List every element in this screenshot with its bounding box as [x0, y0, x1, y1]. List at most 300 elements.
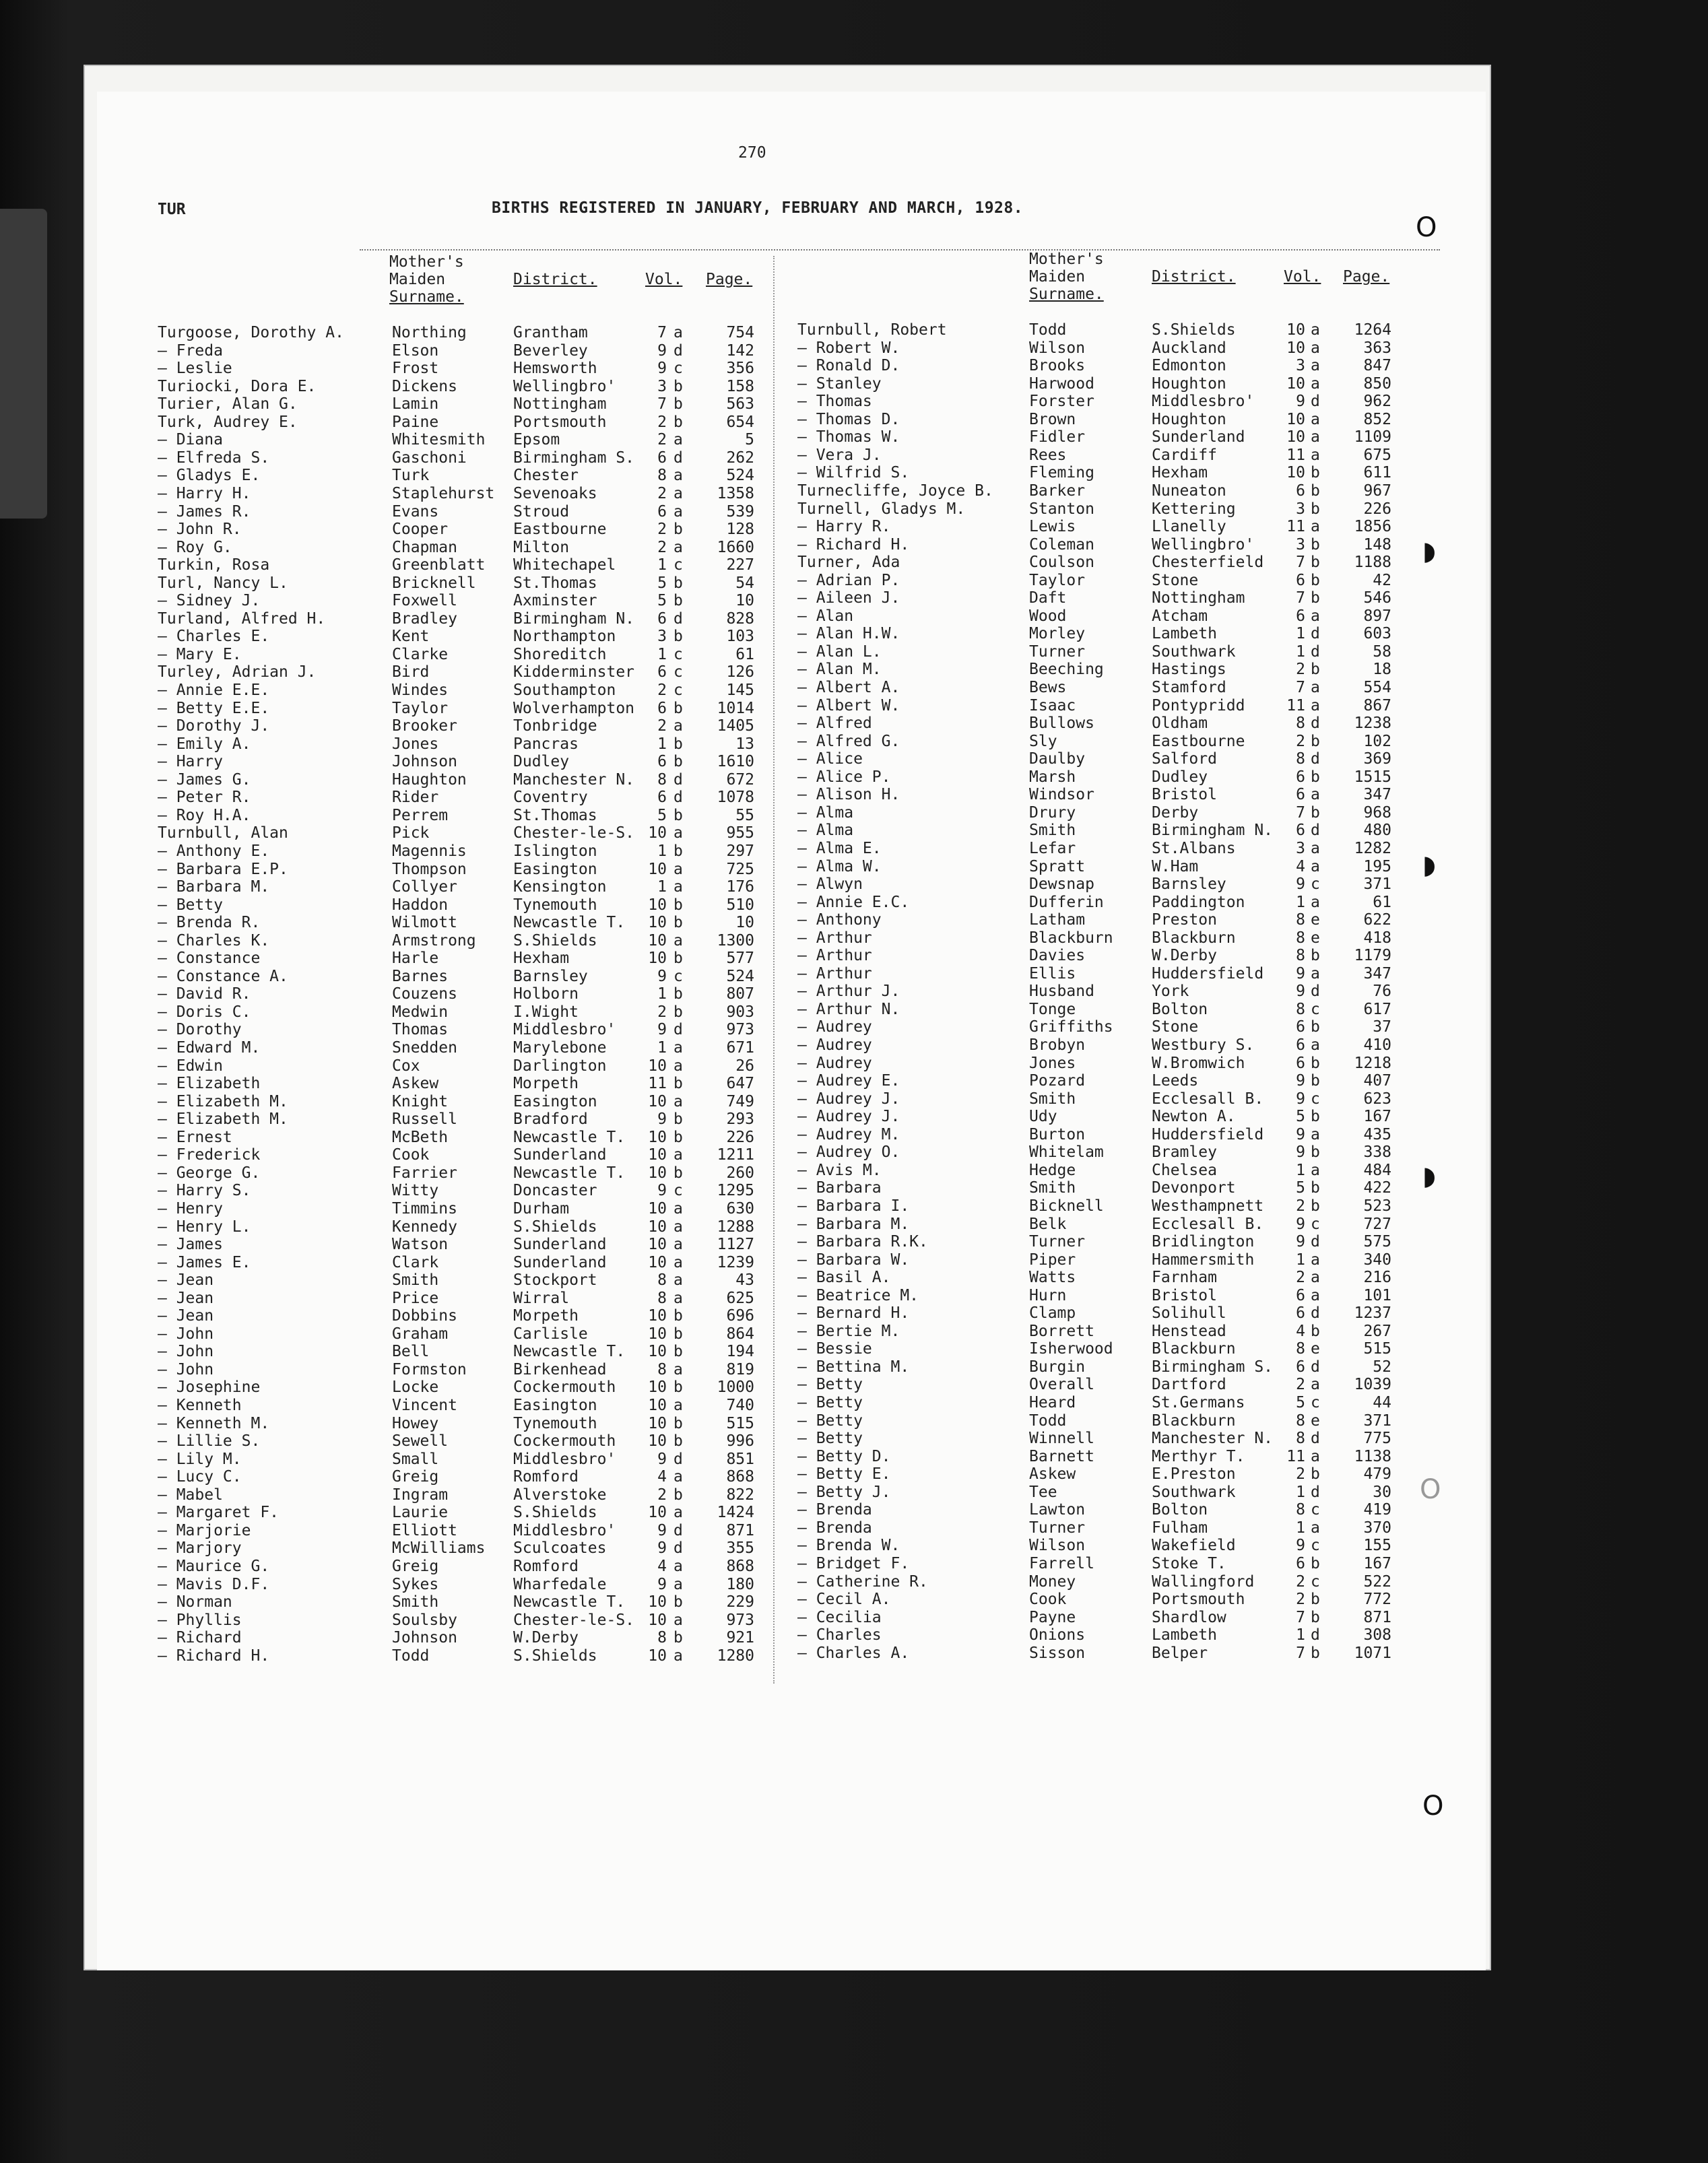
volume-letter: a — [674, 1611, 683, 1629]
child-name: — Dorothy J. — [158, 717, 270, 735]
page-reference: 775 — [1363, 1430, 1391, 1448]
volume-number: 2 — [1296, 732, 1305, 750]
page-reference: 1295 — [717, 1182, 754, 1200]
registration-district: Southwark — [1152, 642, 1236, 661]
registration-district: Stoke T. — [1152, 1554, 1226, 1572]
volume-letter: b — [1311, 947, 1320, 965]
volume-number: 8 — [657, 1289, 667, 1307]
volume-letter: c — [1311, 1572, 1320, 1591]
volume-letter: d — [1311, 625, 1320, 643]
mother-maiden-surname: Smith — [392, 1271, 439, 1290]
child-name: — Alma — [797, 803, 854, 822]
volume-number: 9 — [1296, 964, 1305, 983]
child-name: — Audrey J. — [797, 1090, 900, 1108]
child-name: — Arthur — [797, 929, 872, 947]
registration-district: Henstead — [1152, 1322, 1226, 1340]
child-name: — Alma E. — [797, 839, 882, 857]
volume-letter: b — [1311, 1179, 1320, 1197]
page-reference: 5 — [745, 431, 754, 449]
registration-district: Atcham — [1152, 607, 1208, 625]
mother-maiden-surname: Bricknell — [392, 574, 476, 592]
mother-maiden-surname: Fidler — [1029, 428, 1086, 446]
registration-district: Sunderland — [513, 1146, 607, 1164]
volume-number: 1 — [1296, 1161, 1305, 1179]
registration-district: Bridlington — [1152, 1233, 1255, 1251]
volume-letter: b — [1311, 1465, 1320, 1484]
volume-letter: b — [1311, 661, 1320, 679]
mother-maiden-surname: Barnes — [392, 967, 449, 985]
vol-header-right: Vol. — [1284, 268, 1321, 286]
mother-maiden-surname: Isaac — [1029, 696, 1076, 714]
mother-maiden-surname: Heard — [1029, 1394, 1076, 1411]
page-reference: 524 — [726, 467, 754, 485]
page-reference: 740 — [726, 1397, 754, 1414]
registration-district: Tynemouth — [513, 896, 597, 914]
mother-maiden-surname: Harle — [392, 950, 439, 968]
maiden-header-right — [1029, 251, 1104, 303]
child-name: — Edwin — [158, 1057, 223, 1075]
registration-district: Grantham — [513, 324, 588, 341]
registration-district: Pancras — [513, 735, 579, 753]
page-reference: 623 — [1363, 1090, 1391, 1108]
volume-number: 1 — [1296, 1483, 1305, 1501]
page-reference: 973 — [726, 1611, 754, 1629]
child-name: — Mavis D.F. — [158, 1575, 270, 1593]
page-reference: 962 — [1363, 393, 1391, 411]
mother-maiden-surname: Barker — [1029, 481, 1086, 500]
mother-maiden-surname: McBeth — [392, 1128, 449, 1146]
volume-number: 9 — [657, 360, 667, 378]
page-reference: 227 — [726, 556, 754, 574]
registration-district: Preston — [1152, 911, 1217, 929]
punch-hole-icon: ◗ — [1422, 536, 1437, 566]
registration-district: Coventry — [513, 789, 588, 807]
child-name: — Ronald D. — [797, 357, 900, 375]
page-reference: 76 — [1373, 983, 1391, 1001]
volume-number: 1 — [1296, 1626, 1305, 1644]
district-header-right: District. — [1152, 268, 1236, 286]
mother-maiden-surname: Wilmott — [392, 914, 457, 932]
page-reference: 61 — [1373, 893, 1391, 911]
mother-maiden-surname: Watson — [392, 1236, 449, 1254]
registration-district: Stockport — [513, 1271, 597, 1290]
page-reference: 158 — [726, 377, 754, 395]
volume-letter: b — [1311, 481, 1320, 500]
mother-maiden-surname: Udy — [1029, 1108, 1057, 1126]
child-name: — Catherine R. — [797, 1572, 928, 1591]
volume-number: 2 — [657, 484, 667, 502]
registration-district: St.Thomas — [513, 574, 597, 592]
page-reference: 1660 — [717, 538, 754, 556]
child-name: Turnell, Gladys M. — [797, 500, 966, 518]
volume-number: 1 — [1296, 1519, 1305, 1537]
volume-number: 10 — [648, 1414, 667, 1432]
child-name: — Bessie — [797, 1340, 872, 1358]
mother-maiden-surname: Askew — [1029, 1465, 1076, 1484]
volume-number: 1 — [657, 735, 667, 753]
volume-number: 8 — [1296, 1000, 1305, 1018]
page-reference: 226 — [1363, 500, 1391, 518]
registration-district: Axminster — [513, 592, 597, 610]
registration-district: Solihull — [1152, 1304, 1226, 1323]
page-reference: 554 — [1363, 679, 1391, 696]
volume-letter: b — [1311, 1072, 1320, 1090]
page-reference: 167 — [1363, 1554, 1391, 1572]
volume-number: 9 — [657, 1539, 667, 1558]
volume-number: 6 — [657, 699, 667, 717]
volume-letter: a — [1311, 1447, 1320, 1465]
volume-letter: a — [674, 931, 683, 950]
child-name: — Audrey E. — [797, 1072, 900, 1090]
volume-letter: a — [674, 1199, 683, 1218]
registration-district: Oldham — [1152, 714, 1208, 733]
volume-number: 9 — [1296, 1537, 1305, 1555]
volume-number: 1 — [1296, 625, 1305, 643]
page-reference: 515 — [726, 1414, 754, 1432]
volume-letter: b — [674, 413, 683, 431]
volume-letter: d — [1311, 1358, 1320, 1376]
volume-number: 7 — [1296, 803, 1305, 822]
mother-maiden-surname: Jones — [392, 735, 439, 753]
child-name: — Richard — [158, 1629, 242, 1647]
child-name: — Mabel — [158, 1486, 223, 1504]
volume-letter: a — [1311, 1251, 1320, 1269]
registration-district: Bolton — [1152, 1000, 1208, 1018]
page-reference: 262 — [726, 448, 754, 467]
mother-maiden-surname: Taylor — [1029, 571, 1086, 589]
registration-district: Hemsworth — [513, 360, 597, 378]
volume-letter: d — [1311, 1483, 1320, 1501]
child-name: — Norman — [158, 1593, 232, 1611]
page-reference: 148 — [1363, 535, 1391, 554]
page-reference: 822 — [726, 1486, 754, 1504]
child-name: Turnbull, Robert — [797, 321, 947, 339]
page-reference: 1188 — [1354, 554, 1391, 572]
volume-letter: d — [674, 789, 683, 807]
mother-maiden-surname: Onions — [1029, 1626, 1086, 1644]
volume-number: 8 — [1296, 714, 1305, 733]
child-name: — Cecilia — [797, 1608, 882, 1626]
page-reference: 10 — [735, 914, 754, 932]
registration-district: Salford — [1152, 750, 1217, 768]
volume-number: 8 — [657, 1629, 667, 1647]
volume-letter: b — [1311, 803, 1320, 822]
mother-maiden-surname: Brooks — [1029, 357, 1086, 375]
volume-number: 2 — [1296, 661, 1305, 679]
registration-district: Newcastle T. — [513, 1164, 626, 1182]
mother-maiden-surname: Cox — [392, 1057, 420, 1075]
volume-letter: b — [674, 1414, 683, 1432]
volume-letter: b — [674, 395, 683, 413]
page-reference: 867 — [1363, 696, 1391, 714]
page-reference: 819 — [726, 1360, 754, 1378]
page-reference: 10 — [735, 592, 754, 610]
registration-district: Chesterfield — [1152, 554, 1264, 572]
child-name: — Harry S. — [158, 1182, 251, 1200]
registration-district: Pontypridd — [1152, 696, 1245, 714]
volume-letter: a — [1311, 410, 1320, 428]
registration-district: Chester-le-S. — [513, 824, 635, 842]
volume-letter: d — [1311, 1626, 1320, 1644]
mother-maiden-surname: Clark — [392, 1253, 439, 1271]
volume-letter: b — [674, 1432, 683, 1451]
volume-number: 2 — [657, 431, 667, 449]
volume-letter: b — [1311, 1644, 1320, 1662]
registration-district: Bristol — [1152, 1286, 1217, 1304]
registration-district: Huddersfield — [1152, 964, 1264, 983]
volume-number: 7 — [657, 324, 667, 341]
registration-district: Whitechapel — [513, 556, 616, 574]
child-name: — John — [158, 1343, 214, 1361]
mother-maiden-surname: Formston — [392, 1360, 467, 1378]
registration-district: W.Derby — [513, 1629, 579, 1647]
volume-letter: a — [674, 1039, 683, 1057]
mother-maiden-surname: Thompson — [392, 860, 467, 878]
column-divider — [773, 256, 775, 1684]
registration-district: Middlesbro' — [513, 1021, 616, 1039]
volume-letter: d — [1311, 1233, 1320, 1251]
registration-district: S.Shields — [513, 1646, 597, 1665]
volume-letter: a — [674, 484, 683, 502]
volume-number: 10 — [648, 1146, 667, 1164]
volume-number: 9 — [657, 1182, 667, 1200]
volume-letter: d — [1311, 642, 1320, 661]
volume-number: 9 — [657, 1450, 667, 1468]
volume-number: 7 — [1296, 1644, 1305, 1662]
registration-district: Durham — [513, 1199, 570, 1218]
child-name: — Arthur — [797, 947, 872, 965]
registration-district: Westbury S. — [1152, 1036, 1255, 1054]
registration-district: Newton A. — [1152, 1108, 1236, 1126]
volume-number: 2 — [657, 413, 667, 431]
volume-number: 9 — [1296, 983, 1305, 1001]
page-reference: 145 — [726, 681, 754, 699]
registration-district: St.Germans — [1152, 1394, 1245, 1411]
volume-letter: d — [674, 341, 683, 360]
page-reference: 1179 — [1354, 947, 1391, 965]
page-reference: 58 — [1373, 642, 1391, 661]
mother-maiden-surname: Husband — [1029, 983, 1094, 1001]
volume-letter: b — [1311, 1054, 1320, 1072]
child-name: — Lily M. — [158, 1450, 242, 1468]
mother-maiden-surname: Gaschoni — [392, 448, 467, 467]
child-name: — Audrey — [797, 1018, 872, 1036]
child-name: — Edward M. — [158, 1039, 261, 1057]
page-reference: 968 — [1363, 803, 1391, 822]
registration-district: Birmingham N. — [1152, 822, 1274, 840]
volume-letter: a — [674, 324, 683, 341]
page-reference: 1071 — [1354, 1644, 1391, 1662]
punch-hole-icon: ◗ — [1422, 1161, 1437, 1191]
maiden-header-line: Mother's — [389, 253, 464, 271]
page-reference: 1078 — [717, 789, 754, 807]
registration-district: W.Bromwich — [1152, 1054, 1245, 1072]
mother-maiden-surname: Medwin — [392, 1003, 449, 1021]
page-reference: 55 — [735, 806, 754, 824]
mother-maiden-surname: Davies — [1029, 947, 1086, 965]
mother-maiden-surname: Wood — [1029, 607, 1067, 625]
volume-letter: a — [674, 431, 683, 449]
child-name: — Arthur N. — [797, 1000, 900, 1018]
volume-number: 8 — [1296, 929, 1305, 947]
mother-maiden-surname: Belk — [1029, 1215, 1067, 1233]
page-reference: 523 — [1363, 1197, 1391, 1215]
page-reference: 479 — [1363, 1465, 1391, 1484]
volume-letter: a — [674, 824, 683, 842]
child-name: — Alice — [797, 750, 863, 768]
child-name: — Avis M. — [797, 1161, 882, 1179]
volume-number: 6 — [1296, 1036, 1305, 1054]
registration-district: Lambeth — [1152, 625, 1217, 643]
child-name: — Dorothy — [158, 1021, 242, 1039]
child-name: — Phyllis — [158, 1611, 242, 1629]
volume-number: 5 — [1296, 1108, 1305, 1126]
mother-maiden-surname: Staplehurst — [392, 484, 495, 502]
mother-maiden-surname: Johnson — [392, 1629, 457, 1647]
page-header-left: Page. — [706, 271, 753, 288]
child-name: — Henry — [158, 1199, 223, 1218]
child-name: — Harry — [158, 753, 223, 771]
mother-maiden-surname: Morley — [1029, 625, 1086, 643]
mother-maiden-surname: Marsh — [1029, 768, 1076, 786]
volume-number: 10 — [1286, 339, 1305, 357]
volume-letter: a — [674, 1271, 683, 1290]
mother-maiden-surname: Smith — [1029, 1179, 1076, 1197]
child-name: — Mary E. — [158, 645, 242, 663]
registration-district: Stamford — [1152, 679, 1226, 696]
child-name: — Thomas — [797, 393, 872, 411]
page-reference: 363 — [1363, 339, 1391, 357]
volume-letter: b — [674, 1378, 683, 1397]
page-reference: 1138 — [1354, 1447, 1391, 1465]
volume-letter: b — [1311, 1143, 1320, 1162]
page-reference: 847 — [1363, 357, 1391, 375]
registration-district: Houghton — [1152, 374, 1226, 393]
volume-letter: b — [674, 914, 683, 932]
volume-number: 5 — [657, 574, 667, 592]
page-reference: 1358 — [717, 484, 754, 502]
child-name: — Kenneth — [158, 1397, 242, 1414]
registration-district: Cockermouth — [513, 1378, 616, 1397]
mother-maiden-surname: Pozard — [1029, 1072, 1086, 1090]
page-reference: 1218 — [1354, 1054, 1391, 1072]
child-name: — Anthony — [797, 911, 882, 929]
volume-letter: d — [674, 609, 683, 628]
volume-letter: b — [674, 735, 683, 753]
page-reference: 1000 — [717, 1378, 754, 1397]
volume-number: 9 — [657, 1021, 667, 1039]
child-name: — Thomas W. — [797, 428, 900, 446]
mother-maiden-surname: Sly — [1029, 732, 1057, 750]
volume-letter: b — [674, 1110, 683, 1129]
punch-hole-icon: ◗ — [1422, 850, 1437, 879]
mother-maiden-surname: Laurie — [392, 1504, 449, 1522]
volume-letter: a — [1311, 1125, 1320, 1143]
page-reference: 338 — [1363, 1143, 1391, 1162]
mother-maiden-surname: Johnson — [392, 753, 457, 771]
child-name: Turnbull, Alan — [158, 824, 288, 842]
registration-district: Dudley — [1152, 768, 1208, 786]
registration-district: Epsom — [513, 431, 560, 449]
volume-number: 8 — [1296, 1501, 1305, 1519]
page-reference: 749 — [726, 1092, 754, 1110]
child-name: — Jean — [158, 1289, 214, 1307]
mother-maiden-surname: Whitelam — [1029, 1143, 1104, 1162]
child-name: — Alan L. — [797, 642, 882, 661]
child-name: — Roy G. — [158, 538, 232, 556]
volume-letter: d — [1311, 983, 1320, 1001]
mother-maiden-surname: Payne — [1029, 1608, 1076, 1626]
volume-letter: b — [1311, 589, 1320, 607]
page-reference: 42 — [1373, 571, 1391, 589]
page-reference: 356 — [726, 360, 754, 378]
child-name: — George G. — [158, 1164, 261, 1182]
child-name: — Freda — [158, 341, 223, 360]
child-name: — Emily A. — [158, 735, 251, 753]
page-reference: 347 — [1363, 964, 1391, 983]
registration-district: Middlesbro' — [1152, 393, 1255, 411]
registration-district: Hexham — [1152, 464, 1208, 482]
child-name: Turiocki, Dora E. — [158, 377, 317, 395]
page-reference: 103 — [726, 628, 754, 646]
mother-maiden-surname: Smith — [392, 1593, 439, 1611]
child-name: — Vera J. — [797, 446, 882, 464]
volume-letter: d — [1311, 750, 1320, 768]
page-reference: 1280 — [717, 1646, 754, 1665]
registration-district: E.Preston — [1152, 1465, 1236, 1484]
volume-letter: d — [1311, 393, 1320, 411]
registration-district: Northampton — [513, 628, 616, 646]
volume-number: 6 — [1296, 1286, 1305, 1304]
page-reference: 647 — [726, 1075, 754, 1093]
volume-number: 2 — [657, 717, 667, 735]
page-reference: 229 — [726, 1593, 754, 1611]
registration-district: Barnsley — [1152, 875, 1226, 894]
volume-number: 10 — [648, 1218, 667, 1236]
registration-district: Newcastle T. — [513, 1593, 626, 1611]
volume-number: 5 — [657, 592, 667, 610]
volume-number: 9 — [657, 1521, 667, 1539]
child-name: — Betty — [797, 1376, 863, 1394]
volume-number: 10 — [648, 931, 667, 950]
child-name: — Alan H.W. — [797, 625, 900, 643]
volume-number: 3 — [1296, 357, 1305, 375]
mother-maiden-surname: Dewsnap — [1029, 875, 1094, 894]
child-name: — Audrey M. — [797, 1125, 900, 1143]
registration-district: Blackburn — [1152, 929, 1236, 947]
child-name: — Alwyn — [797, 875, 863, 894]
mother-maiden-surname: Kennedy — [392, 1218, 457, 1236]
page-reference: 973 — [726, 1021, 754, 1039]
mother-maiden-surname: Smith — [1029, 1090, 1076, 1108]
maiden-header-line: Maiden — [1029, 268, 1086, 286]
child-name: — John R. — [158, 521, 242, 539]
registration-district: Fulham — [1152, 1519, 1208, 1537]
registration-district: Bradford — [513, 1110, 588, 1129]
mother-maiden-surname: Whitesmith — [392, 431, 486, 449]
page-reference: 26 — [735, 1057, 754, 1075]
mother-maiden-surname: Coulson — [1029, 554, 1094, 572]
child-name: — Betty J. — [797, 1483, 891, 1501]
volume-letter: b — [674, 1629, 683, 1647]
mother-maiden-surname: Farrier — [392, 1164, 457, 1182]
registration-district: Dudley — [513, 753, 570, 771]
page-reference: 407 — [1363, 1072, 1391, 1090]
child-name: — Richard H. — [158, 1646, 270, 1665]
registration-district: S.Shields — [513, 1504, 597, 1522]
registration-district: Marylebone — [513, 1039, 607, 1057]
volume-number: 9 — [1296, 393, 1305, 411]
